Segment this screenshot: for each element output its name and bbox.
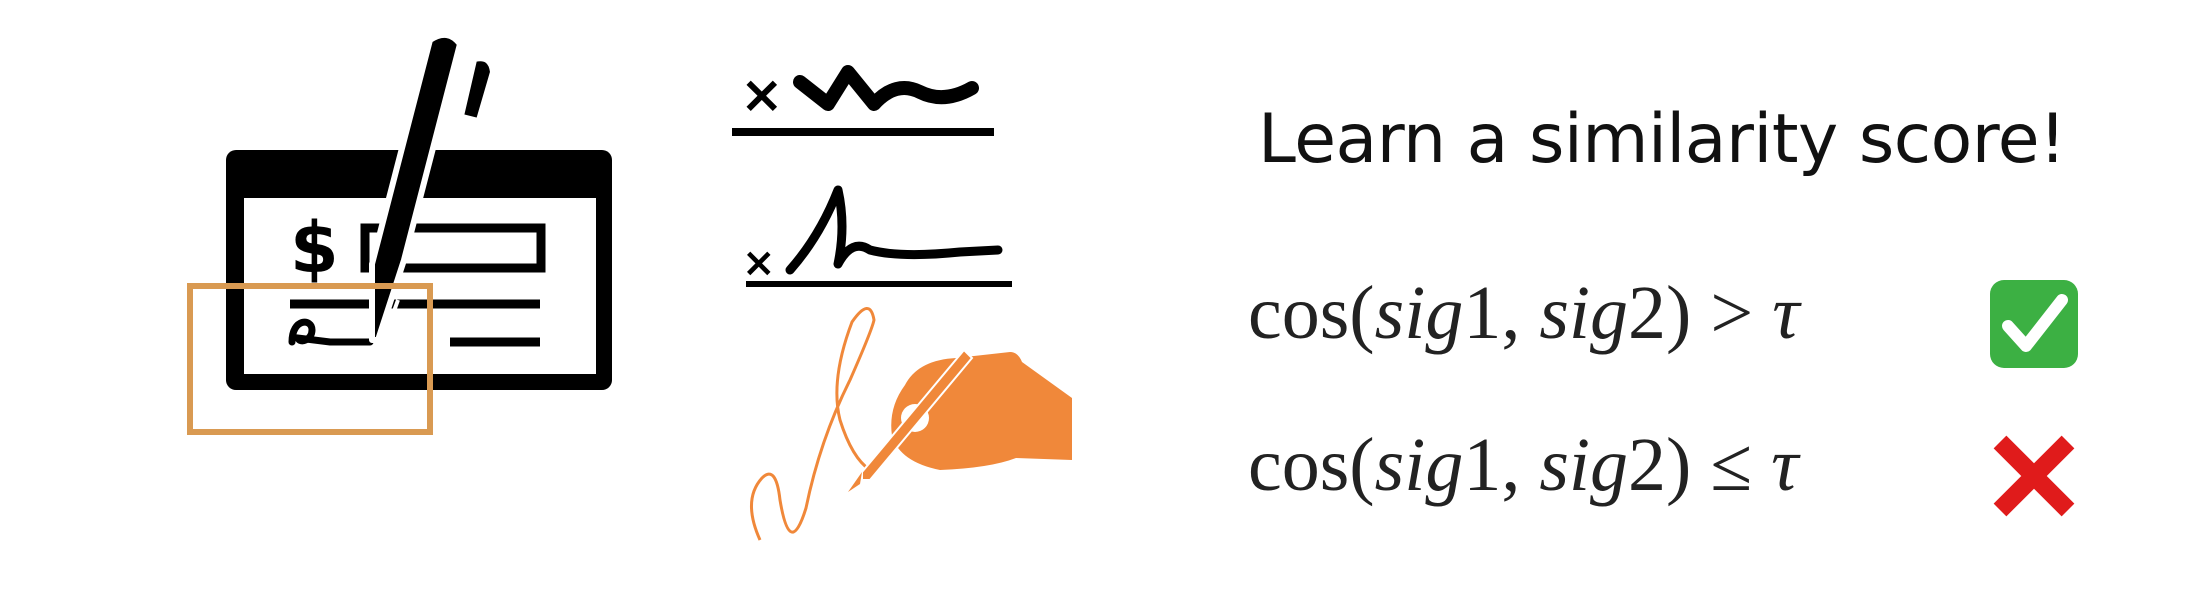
formula-arg2: sig (1539, 423, 1629, 507)
formula-threshold: τ (1772, 271, 1800, 355)
signature-mark-1: × (740, 65, 784, 125)
cross-mark-icon (1990, 432, 2078, 520)
signature-mark-2: × (742, 240, 776, 286)
formula-arg1-num: 1, (1463, 423, 1540, 507)
formula-threshold: τ (1771, 423, 1799, 507)
formula-prefix: cos( (1248, 271, 1375, 355)
formula-arg1: sig (1374, 423, 1464, 507)
formula-arg2-num: 2) (1628, 423, 1711, 507)
formula-accept (1248, 270, 1799, 357)
dollar-sign: $ (290, 207, 339, 289)
signature-sample-1 (732, 65, 994, 132)
signature-sample-2 (742, 190, 1012, 286)
formula-arg2: sig (1539, 271, 1629, 355)
heading-text: Learn a similarity score! (1258, 100, 2066, 179)
hand-signing-icon (751, 308, 1072, 540)
formula-arg1: sig (1374, 271, 1464, 355)
formula-operator: > (1710, 271, 1754, 355)
formula-arg2-num: 2) (1628, 271, 1711, 355)
check-mark-icon (1990, 280, 2078, 368)
formula-prefix: cos( (1248, 423, 1375, 507)
formula-reject (1248, 422, 1798, 509)
formula-operator: ≤ (1710, 423, 1753, 507)
formula-arg1-num: 1, (1463, 271, 1540, 355)
